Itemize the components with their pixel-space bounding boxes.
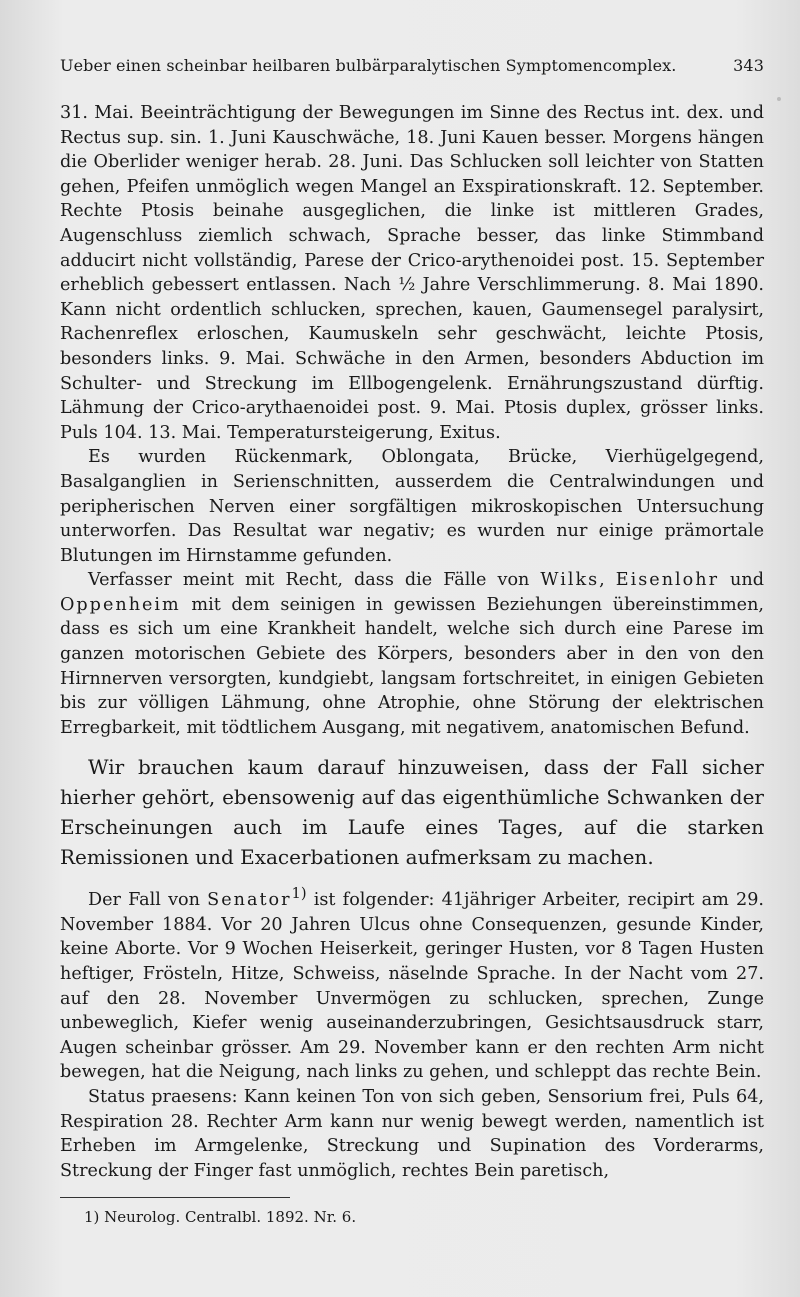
running-title: Ueber einen scheinbar heilbaren bulbärparalytischen Symptomencomplex.	[60, 56, 677, 75]
paper-speck	[777, 97, 781, 101]
author-name-wilks: Wilks	[540, 570, 600, 591]
text-run: ist folgender: 41jähriger Arbeiter, recipirt am 29. November 1884. Vor 20 Jahren Ulcus ohne Consequenzen, gesunde Kinder, keine Aborte. Vor 9 Wochen Heiserkeit, geringer Husten, vor 8 Tagen Husten heftiger, Frösteln, Hitze, Schweiss, näselnde Sprache. In der Nacht vom 27. auf den 28. November Unvermögen zu schlucken, sprechen, Zunge unbeweglich, Kiefer wenig auseinanderzubringen, Gesichtsausdruck starr, Augen scheinbar grösser. Am 29. November kann er den rechten Arm nicht bewegen, hat die Neigung, nach links zu gehen, und schleppt das rechte Bein.	[60, 890, 765, 1083]
author-name-senator: Senator	[207, 890, 292, 911]
footnote-marker: 1)	[291, 885, 307, 903]
footnote-divider	[60, 1197, 290, 1198]
text-run: ,	[599, 570, 616, 591]
paragraph-examination: Es wurden Rückenmark, Oblongata, Brücke, Vierhügelgegend, Basalganglien in Serienschnitten, ausserdem die Centralwindungen und peripherischen Nerven einer sorgfältigen mikroskopischen Untersuchung unterworfen. Das Resultat war negativ; es wurden nur einige prämortale Blutungen im Hirnstamme gefunden.	[60, 447, 764, 566]
page-number: 343	[733, 56, 764, 75]
paragraph-status-praesens: Status praesens: Kann keinen Ton von sich geben, Sensorium frei, Puls 64, Respiration 28. Rechter Arm kann nur wenig bewegt werden, namentlich ist Erheben im Armgelenke, Streckung und Supination des Vorderarms, Streckung der Finger fast unmöglich, rechtes Bein paretisch,	[60, 1087, 764, 1181]
text-run: mit dem seinigen in gewissen Beziehungen übereinstimmen, dass es sich um eine Krankheit handelt, welche sich durch eine Parese im ganzen motorischen Gebiete des Körpers, besonders aber in den von den Hirnnerven versorgten, kundgiebt, langsam fortschreitet, in einigen Gebieten bis zur völligen Lähmung, ohne Atrophie, ohne Störung der elektrischen Erregbarkeit, mit tödtlichem Ausgang, mit negativem, anatomischen Befund.	[60, 594, 764, 738]
text-run: Der Fall von	[88, 890, 208, 911]
paragraph-author-opinion	[60, 568, 764, 740]
paragraph-senator-case	[60, 882, 764, 1085]
commentary-section	[60, 752, 764, 872]
text-run: Verfasser meint mit Recht, dass die Fälle von	[88, 570, 541, 591]
author-name-eisenlohr: Eisenlohr	[615, 570, 719, 591]
paragraph-commentary: Wir brauchen kaum darauf hinzuweisen, dass der Fall sicher hierher gehört, ebensowenig auf das eigenthümliche Schwanken der Erscheinungen auch im Laufe eines Tages, auf die starken Remissionen und Exacerbationen aufmerksam zu machen.	[60, 755, 764, 870]
paragraph-case-history: 31. Mai. Beeinträchtigung der Bewegungen im Sinne des Rectus int. dex. und Rectus sup. sin. 1. Juni Kauschwäche, 18. Juni Kauen besser. Morgens hängen die Oberlider weniger herab. 28. Juni. Das Schlucken soll leichter von Statten gehen, Pfeifen unmöglich wegen Mangel an Exspirationskraft. 12. September. Rechte Ptosis beinahe ausgeglichen, die linke ist mittleren Grades, Augenschluss ziemlich schwach, Sprache besser, das linke Stimmband adducirt nicht vollständig, Parese der Crico-arythenoidei post. 15. September erheblich gebessert entlassen. Nach ½ Jahre Verschlimmerung. 8. Mai 1890. Kann nicht ordentlich schlucken, sprechen, kauen, Gaumensegel paralysirt, Rachenreflex erloschen, Kaumuskeln sehr geschwächt, leichte Ptosis, besonders links. 9. Mai. Schwäche in den Armen, besonders Abduction im Schulter- und Streckung im Ellbogengelenk. Ernährungszustand dürftig. Lähmung der Crico-arythaenoidei post. 9. Mai. Ptosis duplex, grösser links. Puls 104. 13. Mai. Temperatursteigerung, Exitus.	[60, 103, 764, 443]
running-header	[60, 56, 764, 75]
author-name-oppenheim: Oppenheim	[60, 594, 181, 615]
senator-case-section	[60, 882, 764, 1183]
text-run: und	[719, 570, 764, 591]
footnote: 1) Neurolog. Centralbl. 1892. Nr. 6.	[84, 1208, 357, 1227]
case-report-section	[60, 101, 764, 740]
